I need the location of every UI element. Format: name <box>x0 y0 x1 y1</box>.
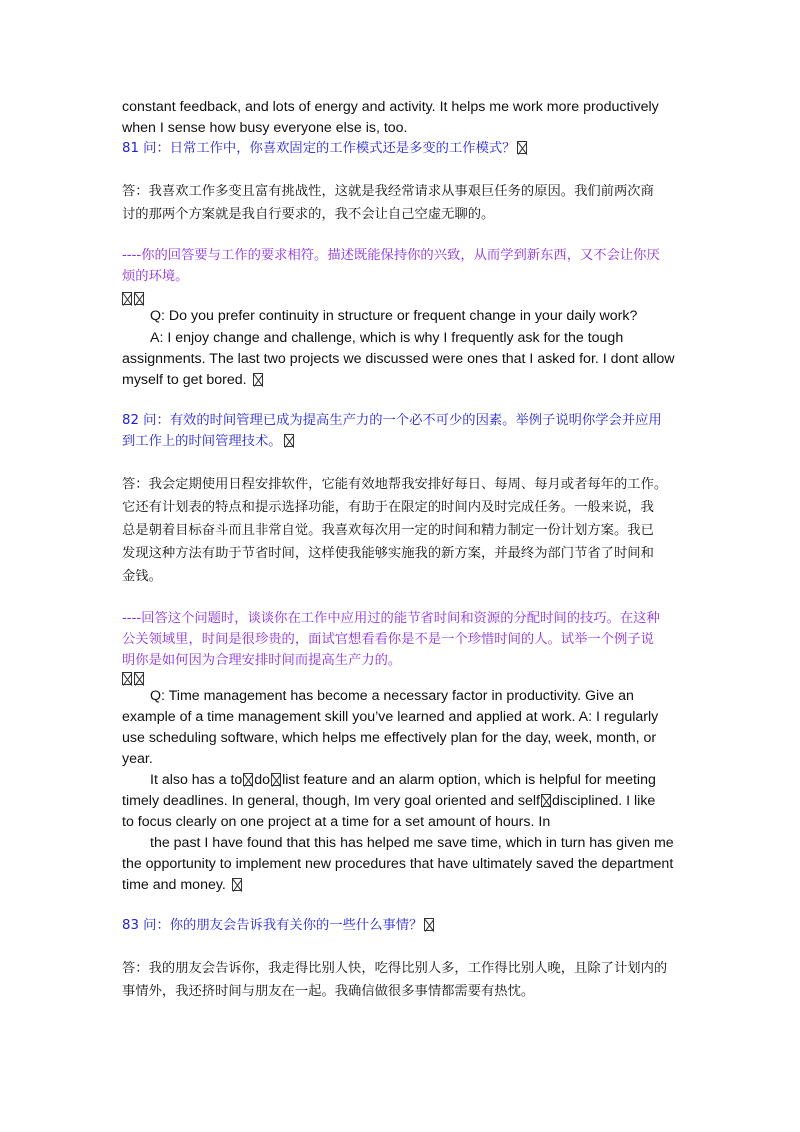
english-question-line: example of a time management skill you’ve learned and applied at work. A: I regularly <box>122 709 659 725</box>
missing-glyph-icon <box>232 878 242 891</box>
missing-glyph-icon <box>243 773 253 786</box>
missing-glyph-icon <box>122 672 132 685</box>
english-answer-text: timely deadlines. In general, though, Im very goal oriented and self <box>122 793 540 809</box>
question-text: 81 问：日常工作中，你喜欢固定的工作模式还是多变的工作模式？ <box>122 141 516 156</box>
missing-glyph-pair <box>122 289 144 309</box>
missing-glyph-icon <box>271 773 281 786</box>
tip-81-line: 烦的环境。 <box>122 269 189 284</box>
body-line: when I sense how busy everyone else is, too. <box>122 120 408 136</box>
answer-83-line: 事情外，我还挤时间与朋友在一起。我确信做很多事情都需要有热忱。 <box>122 984 535 999</box>
answer-82-line: 发现这种方法有助于节省时间，这样使我能够实施我的新方案，并最终为部门节省了时间和 <box>122 546 654 561</box>
english-answer-line <box>122 370 263 390</box>
tip-81-line: ----你的回答要与工作的要求相符。描述既能保持你的兴致，从而学到新东西，又不会让你厌 <box>122 248 660 263</box>
english-answer-text: myself to get bored. <box>122 372 247 388</box>
missing-glyph-icon <box>517 141 527 154</box>
english-answer-text: time and money. <box>122 877 226 893</box>
english-answer-text: It also has a to <box>150 772 243 788</box>
body-line: constant feedback, and lots of energy and activity. It helps me work more productively <box>122 99 659 115</box>
english-question-line: Q: Time management has become a necessary factor in productivity. Give an <box>150 688 634 704</box>
answer-83-line: 答：我的朋友会告诉你，我走得比别人快，吃得比别人多，工作得比别人晚，且除了计划内的 <box>122 961 668 976</box>
answer-82-line: 金钱。 <box>122 569 162 584</box>
missing-glyph-icon <box>284 434 294 447</box>
english-question-line: use scheduling software, which helps me effectively plan for the day, week, month, or <box>122 730 657 746</box>
english-question-line: year. <box>122 751 153 767</box>
answer-82-line: 总是朝着目标奋斗而且非常自觉。我喜欢每次用一定的时间和精力制定一份计划方案。我已 <box>122 523 654 538</box>
missing-glyph-icon <box>253 373 263 386</box>
english-answer-text: disciplined. I like <box>552 793 656 809</box>
english-question: Q: Do you prefer continuity in structure or frequent change in your daily work? <box>150 308 638 324</box>
missing-glyph-icon <box>424 918 434 931</box>
english-answer-line: assignments. The last two projects we discussed were ones that I asked for. I dont allow <box>122 351 675 367</box>
question-82-line <box>122 432 294 452</box>
missing-glyph-icon <box>134 292 144 305</box>
missing-glyph-icon <box>122 292 132 305</box>
english-answer-text: do <box>254 772 271 788</box>
missing-glyph-icon <box>134 672 144 685</box>
question-82-line: 82 问：有效的时间管理已成为提高生产力的一个必不可少的因素。举例子说明你学会并应用 <box>122 413 662 428</box>
tip-82-line: ----回答这个问题时，谈谈你在工作中应用过的能节省时间和资源的分配时间的技巧。在这种 <box>122 611 660 626</box>
tip-82-line: 公关领域里，时间是很珍贵的，面试官想看看你是不是一个珍惜时间的人。试举一个例子说 <box>122 632 654 647</box>
missing-glyph-pair <box>122 669 144 689</box>
english-answer-line <box>122 875 242 895</box>
missing-glyph-icon <box>541 794 551 807</box>
tip-82-line: 明你是如何因为合理安排时间而提高生产力的。 <box>122 653 402 668</box>
english-answer-line: to focus clearly on one project at a time for a set amount of hours. In <box>122 814 551 830</box>
english-answer-line <box>150 770 656 790</box>
question-81 <box>122 139 527 159</box>
answer-81-line: 讨的那两个方案就是我自行要求的，我不会让自己空虚无聊的。 <box>122 207 495 222</box>
english-answer-line: the opportunity to implement new procedures that have ultimately saved the department <box>122 856 674 872</box>
english-answer-text: list feature and an alarm option, which is helpful for meeting <box>282 772 656 788</box>
english-answer-line: the past I have found that this has helped me save time, which in turn has given me <box>150 835 674 851</box>
answer-81-line: 答：我喜欢工作多变且富有挑战性，这就是我经常请求从事艰巨任务的原因。我们前两次商 <box>122 184 654 199</box>
english-answer-line <box>122 791 655 811</box>
english-answer-line: A: I enjoy change and challenge, which is why I frequently ask for the tough <box>150 330 624 346</box>
question-text: 83 问：你的朋友会告诉我有关你的一些什么事情？ <box>122 918 423 933</box>
question-text: 到工作上的时间管理技术。 <box>122 434 282 449</box>
answer-82-line: 它还有计划表的特点和提示选择功能，有助于在限定的时间内及时完成任务。一般来说，我 <box>122 500 654 515</box>
question-83 <box>122 916 434 936</box>
answer-82-line: 答：我会定期使用日程安排软件，它能有效地帮我安排好每日、每周、每月或者每年的工作。 <box>122 477 668 492</box>
